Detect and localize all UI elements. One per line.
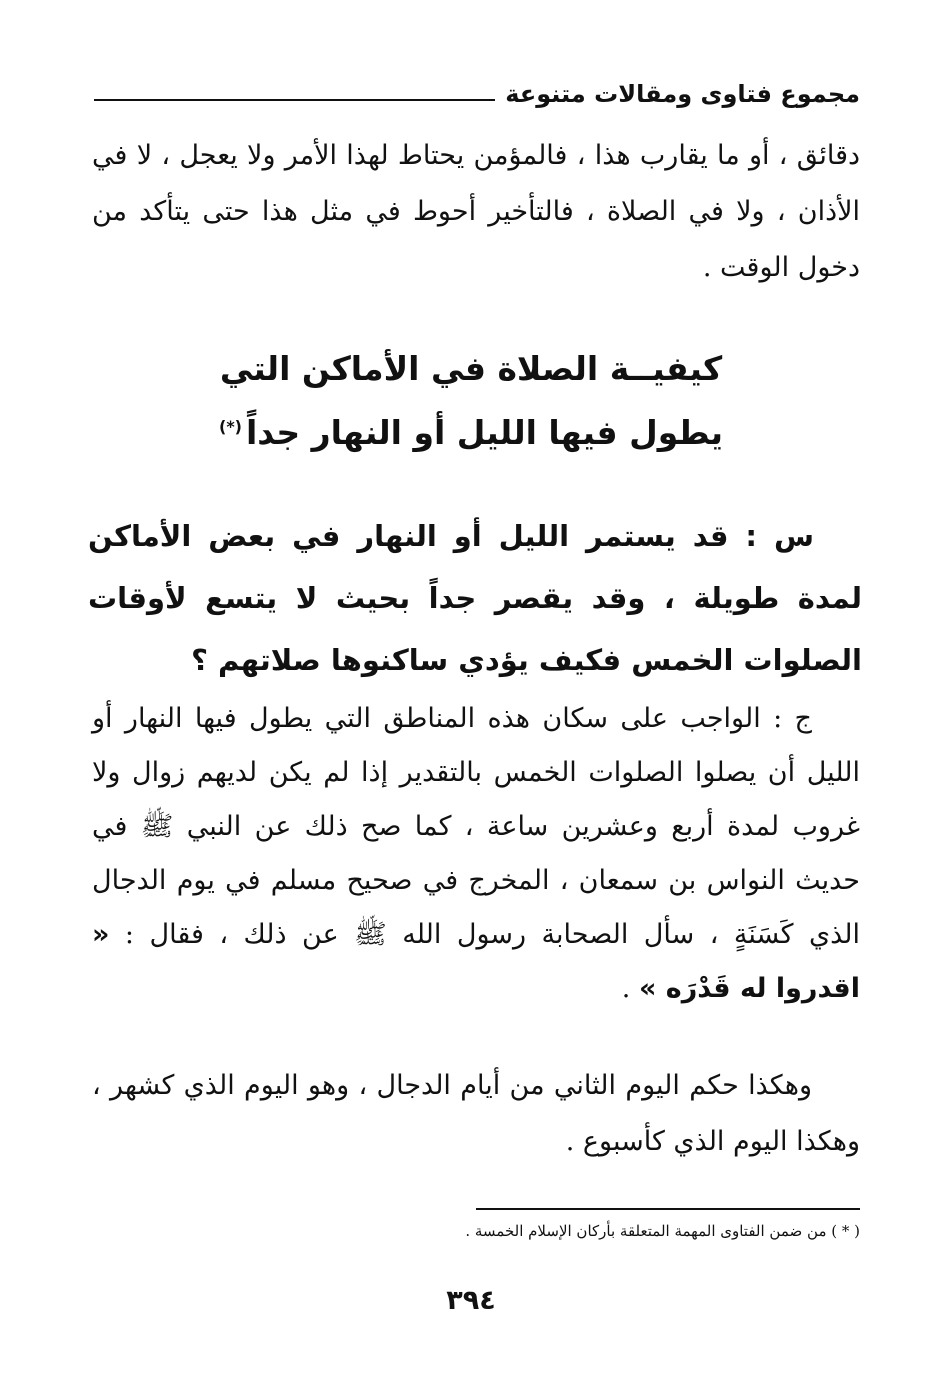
second-paragraph: [92, 1058, 860, 1170]
footnote-marker: (*): [219, 417, 242, 436]
question-paragraph: [88, 505, 862, 691]
section-heading: [150, 340, 792, 462]
continuation-paragraph: دقائق ، أو ما يقارب هذا ، فالمؤمن يحتاط لهذا الأمر ولا يعجل ، لا في الأذان ، ولا في الصلاة ، فالتأخير أحوط في مثل هذا حتى يتأكد من دخول الوقت .: [92, 140, 860, 283]
answer-paragraph: [92, 692, 860, 1016]
answer-text: ج : الواجب على سكان هذه المناطق التي يطول فيها النهار أو الليل أن يصلوا الصلوات الخمس بالتقدير إذا لم يكن لديهم زوال ولا غروب لمدة أربع وعشرين ساعة ، كما صح ذلك عن النبي ﷺ في حديث النواس بن سمعان ، المخرج في صحيح مسلم في يوم الدجال الذي كَسَنَةٍ ، سأل الصحابة رسول الله ﷺ عن ذلك ، فقال :: [92, 703, 860, 950]
page-number: ٣٩٤: [446, 1285, 496, 1316]
footnote-rule: [476, 1208, 860, 1210]
hadith-quote: « اقدروا له قَدْرَه »: [92, 919, 860, 1004]
question-text: س : قد يستمر الليل أو النهار في بعض الأماكن لمدة طويلة ، وقد يقصر جداً بحيث لا يتسع لأوقات الصلوات الخمس فكيف يؤدي ساكنوها صلاتهم ؟: [88, 519, 862, 677]
heading-line-1: كيفيــة الصلاة في الأماكن التي: [219, 349, 723, 388]
second-paragraph-text: وهكذا حكم اليوم الثاني من أيام الدجال ، وهو اليوم الذي كشهر ، وهكذا اليوم الذي كأسبوع .: [92, 1070, 860, 1157]
answer-ending: .: [621, 973, 639, 1004]
footnote: ( * ) من ضمن الفتاوى المهمة المتعلقة بأركان الإسلام الخمسة .: [465, 1222, 860, 1240]
book-title: مجموع فتاوى ومقالات متنوعة: [505, 80, 860, 108]
running-header: [94, 72, 860, 116]
heading-line-2: [150, 398, 792, 462]
heading-line-2-text: يطول فيها الليل أو النهار جداً: [246, 413, 723, 452]
header-rule: [94, 99, 495, 101]
